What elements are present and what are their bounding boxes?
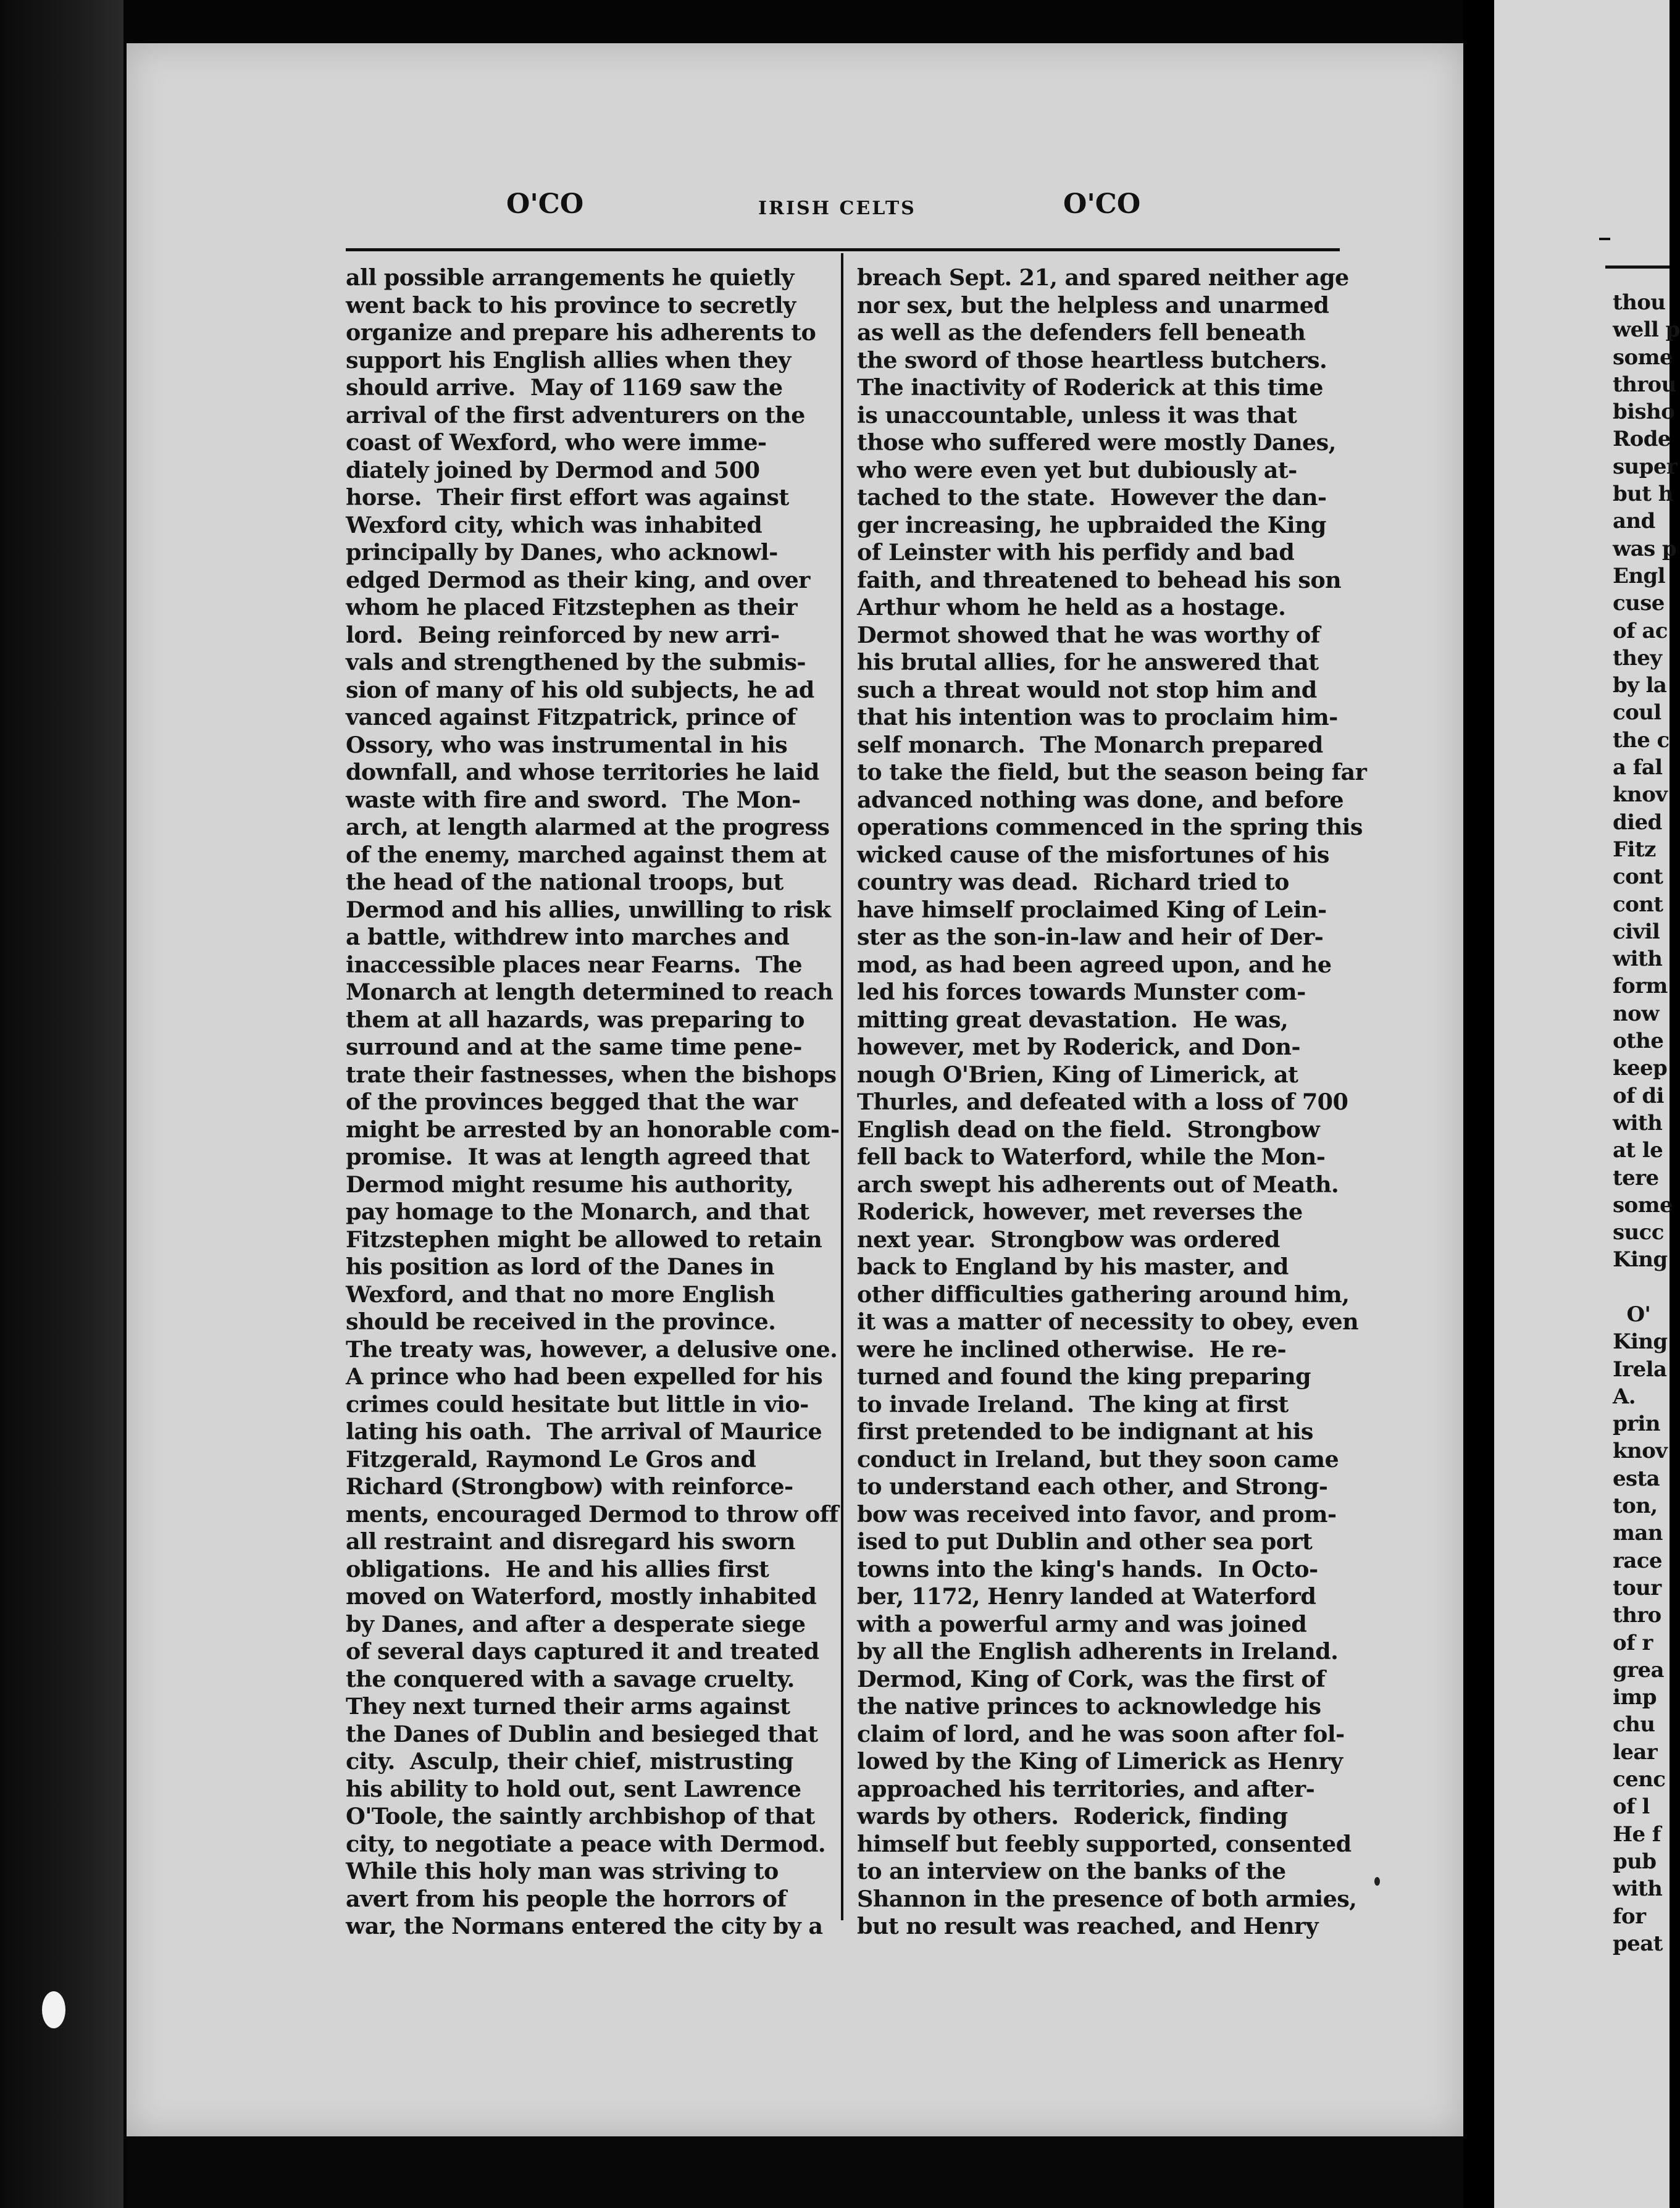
scanner-edge: [0, 0, 123, 2208]
text-column-right: breach Sept. 21, and spared neither age nor sex, but the helpless and unarmed as well as the defenders fell beneath the sword of those heartless butchers. The inactivity of Roderick at this time is unaccountable, unless it was that those who suffered were mostly Danes, who were even yet but dubiously at- tached to the state. However the dan- ger increasing, he upbraided the King of Leinster with his perfidy and bad faith, and threatened to behead his son Arthur whom he held as a hostage. Dermot showed that he was worthy of his brutal allies, for he answered that such a threat would not stop him and that his intention was to proclaim him- self monarch. The Monarch prepared to take the field, but the season being advanced nothing was done, and before operations commenced in the spring this wicked cause of the misfortunes of his country was dead. Richard tried to have himself proclaimed King of Lein- ster as the son-in-law and heir of Der- mod, as had been agreed upon, and he led his forces towards Munster com- mitting great devastation. He was, however, met by Roderick, and Don- nough O'Brien, King of Limerick, at Thurles, and defeated with a loss of 700 English dead on the field. Strongbow fell back to Waterford, while the Mon- arch swept his adherents out of Meath. Roderick, however, met reverses the next year. Strongbow was ordered back to England by his master, and other difficulties gathering around him, it was a matter of necessity to obey, even were he inclined otherwise. He re- turned and found the king preparing to invade Ireland. The king at first first pretended to be indignant at his conduct in Ireland, but they soon came to understand each other, and Strong- bow was received into favor, and prom- ised to put Dublin and other sea port towns into the king's hands. In Octo- ber, 1172, Henry landed at Waterford with a powerful army and was joined by all the English adherents in Ireland. Dermod, King of Cork, was the first of the native princes to acknowledge his claim of lord, and he was soon after fol- lowed by the King of Limerick as Henry approached his territories, and after- wards by others. Roderick, finding himself but feebly supported, consented to an interview on the banks of the Shannon in the presence of both armies, but no result was reached, and Henry: [857, 264, 1363, 1939]
scan-speck: [42, 1991, 65, 2028]
scanner-bottom-edge: [127, 2136, 1463, 2208]
column-divider: [841, 253, 843, 1920]
running-head-right: O'CO: [1063, 188, 1141, 220]
header-rule: [346, 248, 1340, 251]
scan-speck: [1374, 1877, 1380, 1886]
running-head-title: IRISH CELTS: [758, 198, 916, 219]
adjacent-page-text-fragment: thou well p some throu bisho Rode super but h and was p Engl cuse of ac they by la coul the c a fal knov died Fitz cont cont civil with form now othe keep of di with at le tere some succ King O' King Irela A. prin knov esta ton, man race tour thro of r grea imp chu lear cenc of l He f pub with for peat: [1613, 290, 1680, 1956]
adjacent-page-rule: [1605, 266, 1670, 269]
running-head-left: O'CO: [506, 188, 584, 220]
book-gutter: [1463, 0, 1494, 2208]
adjacent-page-dash: [1599, 238, 1610, 240]
text-column-left: all possible arrangements he quietly went back to his province to secretly organize and prepare his adherents to support his English allies when they should arrive. May of 1169 saw the arrival of the first adventurers on the coast of Wexford, who were imme- diately joined by Dermod and 500 horse. Their first effort was against Wexford city, which was inhabited principally by Danes, who acknowl- edged Dermod as their king, and over whom he placed Fitzstephen as their lord. Being reinforced by new arri- vals and strengthened by the submis- sion of many of his old subjects, he ad vanced against Fitzpatrick, prince of Ossory, who was instrumental in his downfall, and whose territories he laid waste with fire and sword. The Mon- arch, at length alarmed at the progress of the enemy, marched against them at the head of the national troops, but Dermod and his allies, unwilling to risk a battle, withdrew into marches and inaccessible places near Fearns. The Monarch at length determined to reach them at all hazards, was preparing to surround and at the same time pene- trate their fastnesses, when the bishops of the provinces begged that the war might be arrested by an honorable com- promise. It was at length agreed that Dermod might resume his authority, pay homage to the Monarch, and that Fitzstephen might be allowed to retain his position as lord of the Danes in Wexford, and that no more English should be received in the province. The treaty was, however, a delusive one. A prince who had been expelled for his crimes could hesitate but little in vio- lating his oath. The arrival of Maurice Fitzgerald, Raymond Le Gros and Richard (Strongbow) with reinforce- ments, encouraged Dermod to throw off all restraint and disregard his sworn obligations. He and his allies first moved on Waterford, mostly inhabited by Danes, and after a desperate siege of several days captured it and treated the conquered with a savage cruelty. They next turned their arms against the Danes of Dublin and besieged that city. Asculp, their chief, mistrusting his ability to hold out, sent Lawrence O'Toole, the saintly archbishop of that city, to negotiate a peace with Dermod. While this holy man was striving to avert from his people the horrors of war, the Normans entered the city by a: [346, 264, 840, 1939]
